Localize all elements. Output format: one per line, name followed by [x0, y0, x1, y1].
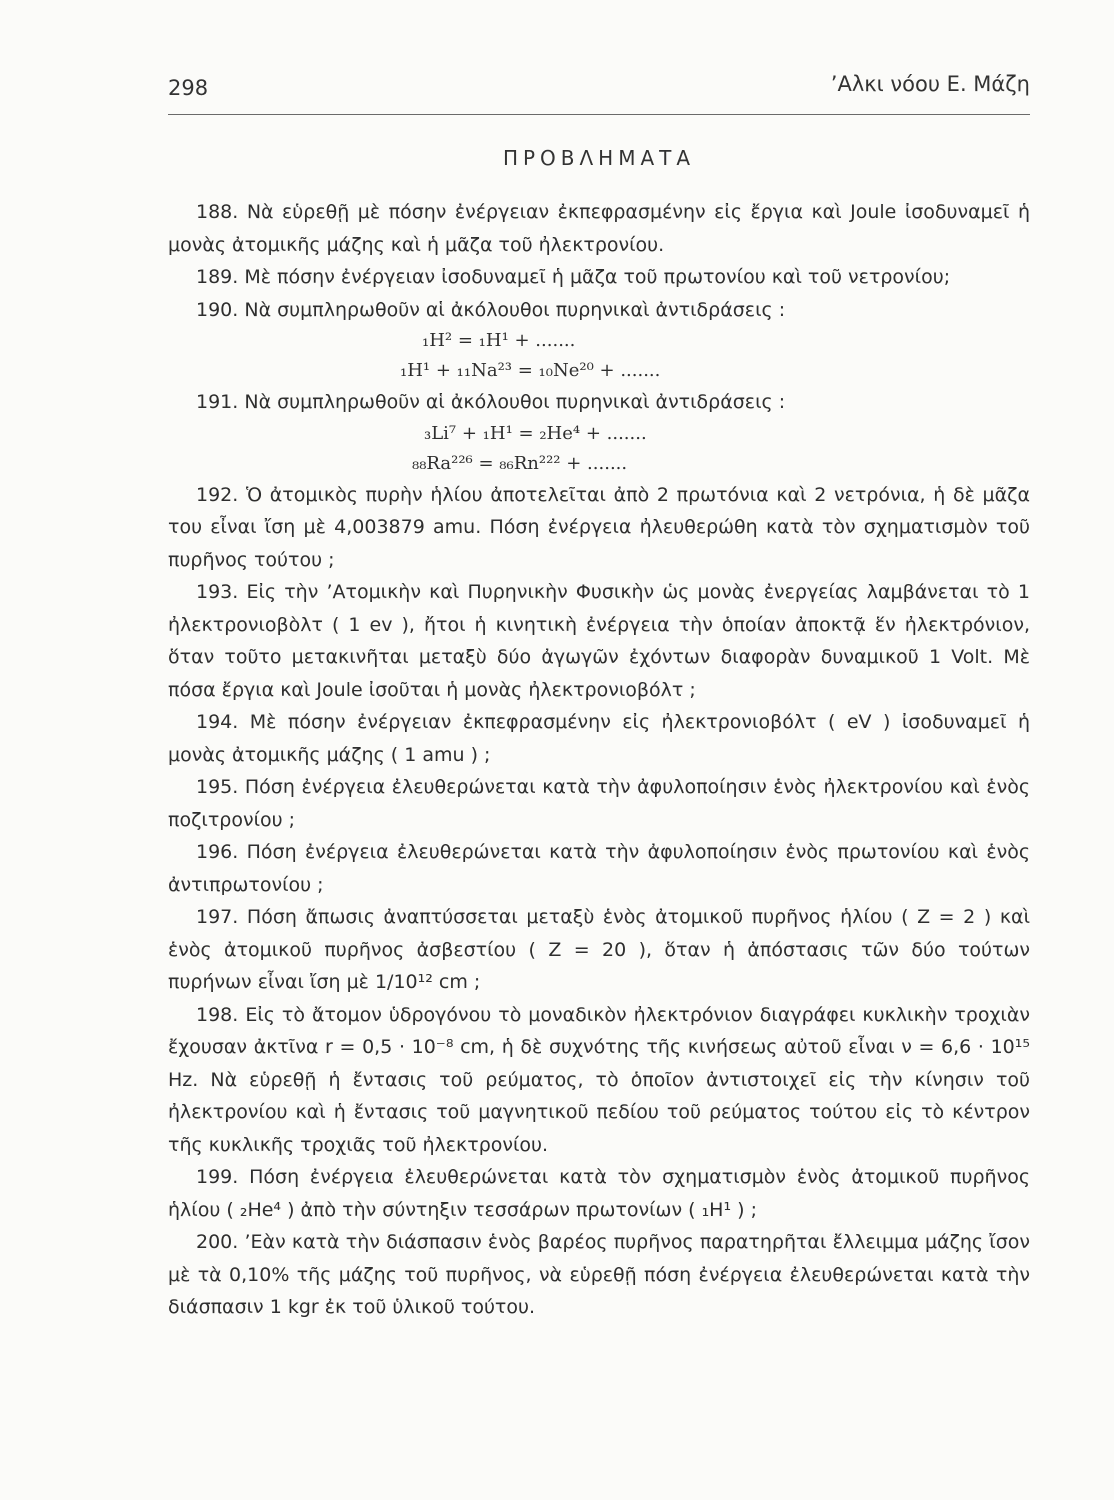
problem-text: Εἰς τὸ ἄτομον ὑδρογόνου τὸ μοναδικὸν ἠλεκτρόνιον διαγράφει κυκλικὴν τροχιὰν ἔχουσαν ἀκτῖνα r = 0,5 · 10⁻⁸ cm, ἡ δὲ συχνότης τῆς κινήσεως αὐτοῦ εἶναι ν = 6,6 · 10¹⁵ Hz. Νὰ εὑρεθῇ ἡ ἔντασις τοῦ ρεύματος, τὸ ὁποῖον ἀντιστοιχεῖ εἰς τὴν κίνησιν τοῦ ἠλεκτρονίου καὶ ἡ ἔντασις τοῦ μαγνητικοῦ πεδίου τοῦ ρεύματος τούτου εἰς τὸ κέντρον τῆς κυκλικῆς τροχιᾶς τοῦ ἠλεκτρονίου.	[168, 1003, 1030, 1156]
equation: ₁H¹ + ₁₁Na²³ = ₁₀Ne²⁰ + .......	[400, 360, 661, 381]
equation: ₈₈Ra²²⁶ = ₈₆Rn²²² + .......	[412, 452, 628, 474]
problem-191	[168, 386, 1030, 419]
problem-number: 190.	[196, 298, 239, 321]
problem-193	[168, 576, 1030, 706]
problem-number: 198.	[196, 1003, 239, 1026]
page-header	[168, 70, 1030, 110]
problem-number: 192.	[196, 483, 239, 506]
problem-195	[168, 771, 1030, 836]
section-title: ΠΡΟΒΛΗΜΑΤΑ	[502, 146, 696, 170]
problem-number: 189.	[196, 266, 239, 288]
problem-text: Πόση ἐνέργεια ἐλευθερώνεται κατὰ τὴν ἀφυλοποίησιν ἑνὸς ἠλεκτρονίου καὶ ἑνὸς ποζιτρονίου ;	[168, 776, 1030, 831]
problem-199	[168, 1161, 1030, 1226]
problem-number: 188.	[196, 201, 239, 223]
problem-text: ’Εὰν κατὰ τὴν διάσπασιν ἑνὸς βαρέος πυρῆνος παρατηρῆται ἔλλειμμα μάζης ἴσον μὲ τὰ 0,10% τῆς μάζης τοῦ πυρῆνος, νὰ εὑρεθῇ πόση ἐνέργεια ἐλευθερώνεται κατὰ τὴν διάσπασιν 1 kgr ἐκ τοῦ ὑλικοῦ τούτου.	[168, 1231, 1030, 1318]
problem-text: Νὰ εὑρεθῇ μὲ πόσην ἐνέργειαν ἐκπεφρασμένην εἰς ἔργια καὶ Joule ἰσοδυναμεῖ ἡ μονὰς ἀτομικῆς μάζης καὶ ἡ μᾶζα τοῦ ἠλεκτρονίου.	[168, 201, 1031, 256]
problem-text: Νὰ συμπληρωθοῦν αἱ ἀκόλουθοι πυρηνικαὶ ἀντιδράσεις :	[244, 298, 786, 321]
problems-list	[168, 196, 1030, 1324]
problem-text: Ὁ ἀτομικὸς πυρὴν ἡλίου ἀποτελεῖται ἀπὸ 2 πρωτόνια καὶ 2 νετρόνια, ἡ δὲ μᾶζα του εἶναι ἴση μὲ 4,003879 amu. Πόση ἐνέργεια ἠλευθερώθη κατὰ τὸν σχηματισμὸν τοῦ πυρῆνος τούτου ;	[168, 483, 1030, 571]
problem-text: Πόση ἐνέργεια ἐλευθερώνεται κατὰ τὸν σχηματισμὸν ἑνὸς ἀτομικοῦ πυρῆνος ἡλίου ( ₂He⁴ ) ἀπὸ τὴν σύντηξιν τεσσάρων πρωτονίων ( ₁H¹ ) ;	[168, 1166, 1030, 1221]
problem-text: Εἰς τὴν ’Ατομικὴν καὶ Πυρηνικὴν Φυσικὴν ὡς μονὰς ἐνεργείας λαμβάνεται τὸ 1 ἠλεκτρονιοβὸλτ ( 1 ev ), ἤτοι ἡ κινητικὴ ἐνέργεια τὴν ὁποίαν ἀποκτᾷ ἕν ἠλεκτρόνιον, ὅταν τοῦτο μετακινῆται μεταξὺ δύο ἀγωγῶν ἐχόντων διαφορὰν δυναμικοῦ 1 Volt. Μὲ πόσα ἔργια καὶ Joule ἰσοῦται ἡ μονὰς ἠλεκτρονιοβόλτ ;	[168, 581, 1030, 701]
problem-number: 193.	[196, 581, 239, 603]
problem-194	[168, 706, 1030, 771]
problem-198	[168, 999, 1030, 1162]
problem-189	[168, 261, 1030, 294]
page-number: 298	[168, 76, 209, 100]
problem-number: 196.	[196, 841, 239, 863]
problem-number: 199.	[196, 1166, 239, 1188]
problem-197	[168, 901, 1030, 999]
equation: ₁H² = ₁H¹ + .......	[422, 330, 576, 351]
problem-200	[168, 1226, 1030, 1324]
equation: ₃Li⁷ + ₁H¹ = ₂He⁴ + .......	[424, 422, 647, 444]
problem-text: Νὰ συμπληρωθοῦν αἱ ἀκόλουθοι πυρηνικαὶ ἀντιδράσεις :	[244, 391, 786, 413]
problem-text: Μὲ πόσην ἐνέργειαν ἐκπεφρασμένην εἰς ἠλεκτρονιοβόλτ ( eV ) ἰσοδυναμεῖ ἡ μονὰς ἀτομικῆς μάζης ( 1 amu ) ;	[168, 711, 1030, 766]
problem-190	[168, 294, 1030, 327]
problem-number: 195.	[196, 776, 239, 798]
problem-188	[168, 196, 1030, 261]
header-rule	[168, 114, 1030, 115]
running-title: ’Αλκι νόου Ε. Μάζη	[830, 72, 1030, 96]
problem-text: Μὲ πόσην ἐνέργειαν ἰσοδυναμεῖ ἡ μᾶζα τοῦ πρωτονίου καὶ τοῦ νετρονίου;	[244, 266, 951, 288]
problem-number: 194.	[196, 711, 239, 733]
problem-192	[168, 479, 1030, 577]
problem-number: 191.	[196, 391, 239, 413]
problem-number: 197.	[196, 906, 239, 928]
problem-text: Πόση ἄπωσις ἀναπτύσσεται μεταξὺ ἑνὸς ἀτομικοῦ πυρῆνος ἡλίου ( Z = 2 ) καὶ ἑνὸς ἀτομικοῦ πυρῆνος ἀσβεστίου ( Z = 20 ), ὅταν ἡ ἀπόστασις τῶν δύο τούτων πυρήνων εἶναι ἴση μὲ 1/10¹² cm ;	[168, 906, 1030, 993]
problem-text: Πόση ἐνέργεια ἐλευθερώνεται κατὰ τὴν ἀφυλοποίησιν ἑνὸς πρωτονίου καὶ ἑνὸς ἀντιπρωτονίου ;	[168, 841, 1030, 896]
problem-number: 200.	[196, 1231, 239, 1253]
problem-196	[168, 836, 1030, 901]
